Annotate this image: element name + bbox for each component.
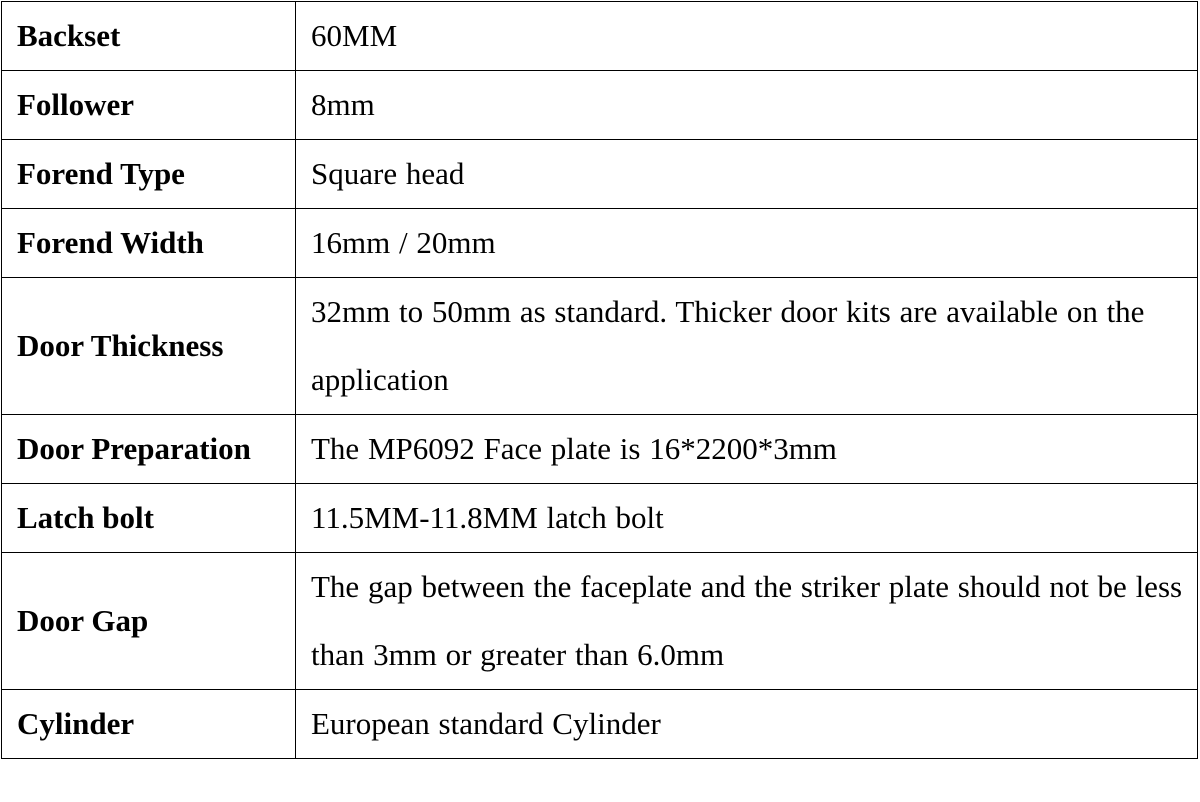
table-row xyxy=(2,278,1198,415)
row-value-follower: 8mm xyxy=(296,71,1198,140)
table-row xyxy=(2,140,1198,209)
table-row xyxy=(2,209,1198,278)
row-value-cylinder: European standard Cylinder xyxy=(296,690,1198,759)
row-label-door-thickness: Door Thickness xyxy=(2,278,296,415)
table-row xyxy=(2,71,1198,140)
table-row xyxy=(2,415,1198,484)
spec-table xyxy=(1,1,1198,759)
table-row xyxy=(2,690,1198,759)
row-label-door-preparation: Door Preparation xyxy=(2,415,296,484)
row-label-door-gap: Door Gap xyxy=(2,553,296,690)
row-label-follower: Follower xyxy=(2,71,296,140)
row-label-backset: Backset xyxy=(2,2,296,71)
row-value-latch-bolt: 11.5MM-11.8MM latch bolt xyxy=(296,484,1198,553)
row-label-forend-width: Forend Width xyxy=(2,209,296,278)
row-value-door-preparation: The MP6092 Face plate is 16*2200*3mm xyxy=(296,415,1198,484)
row-value-backset: 60MM xyxy=(296,2,1198,71)
row-value-door-gap: The gap between the faceplate and the striker plate should not be less than 3mm or greater than 6.0mm xyxy=(296,553,1198,690)
row-label-cylinder: Cylinder xyxy=(2,690,296,759)
row-label-latch-bolt: Latch bolt xyxy=(2,484,296,553)
row-value-forend-type: Square head xyxy=(296,140,1198,209)
table-row xyxy=(2,553,1198,690)
row-value-door-thickness: 32mm to 50mm as standard. Thicker door kits are available on the application xyxy=(296,278,1198,415)
row-label-forend-type: Forend Type xyxy=(2,140,296,209)
row-value-forend-width: 16mm / 20mm xyxy=(296,209,1198,278)
table-row xyxy=(2,484,1198,553)
table-row xyxy=(2,2,1198,71)
